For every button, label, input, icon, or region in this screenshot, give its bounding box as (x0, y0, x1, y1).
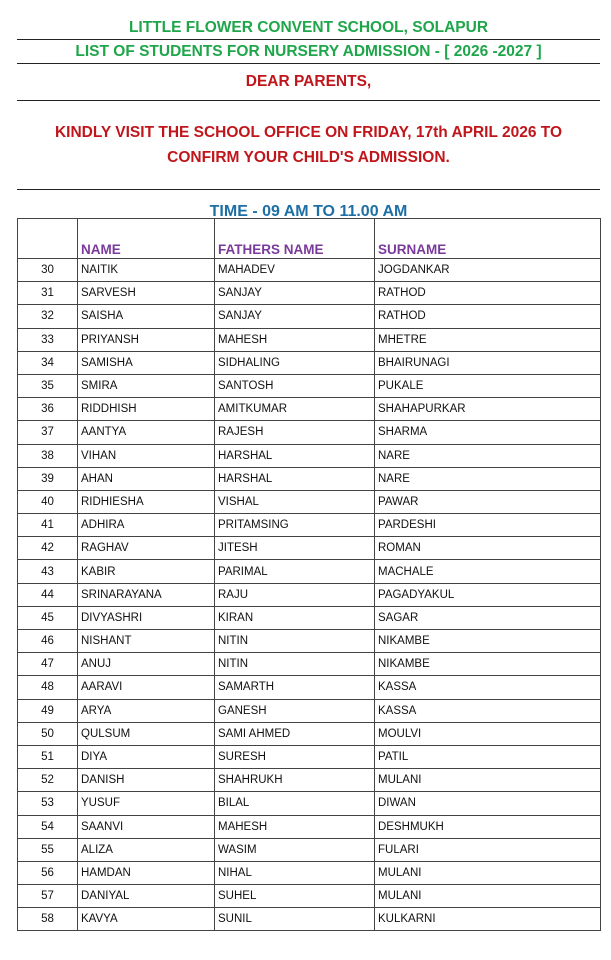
father-name: MAHADEV (215, 259, 375, 282)
table-row (18, 908, 601, 931)
student-name: AHAN (78, 467, 215, 490)
table-row (18, 444, 601, 467)
row-number: 42 (18, 537, 78, 560)
row-number: 32 (18, 305, 78, 328)
surname: SHARMA (375, 421, 601, 444)
father-name: HARSHAL (215, 444, 375, 467)
surname: PAWAR (375, 490, 601, 513)
column-header-fathers-name: FATHERS NAME (215, 219, 375, 259)
table-row (18, 676, 601, 699)
row-number: 43 (18, 560, 78, 583)
student-name: HAMDAN (78, 861, 215, 884)
row-number: 55 (18, 838, 78, 861)
student-name: SARVESH (78, 282, 215, 305)
surname: BHAIRUNAGI (375, 351, 601, 374)
father-name: SANJAY (215, 305, 375, 328)
father-name: HARSHAL (215, 467, 375, 490)
father-name: SANJAY (215, 282, 375, 305)
row-number: 45 (18, 606, 78, 629)
student-name: ANUJ (78, 653, 215, 676)
surname: PUKALE (375, 374, 601, 397)
column-header-name: NAME (78, 219, 215, 259)
row-number: 48 (18, 676, 78, 699)
student-name: NAITIK (78, 259, 215, 282)
student-name: YUSUF (78, 792, 215, 815)
table-row (18, 374, 601, 397)
surname: NARE (375, 444, 601, 467)
student-name: ARYA (78, 699, 215, 722)
row-number: 35 (18, 374, 78, 397)
father-name: SHAHRUKH (215, 769, 375, 792)
table-row (18, 722, 601, 745)
table-row (18, 861, 601, 884)
row-number: 40 (18, 490, 78, 513)
student-name: ADHIRA (78, 514, 215, 537)
school-title: LITTLE FLOWER CONVENT SCHOOL, SOLAPUR (17, 16, 600, 40)
father-name: GANESH (215, 699, 375, 722)
surname: NARE (375, 467, 601, 490)
row-number: 53 (18, 792, 78, 815)
surname: KASSA (375, 676, 601, 699)
father-name: VISHAL (215, 490, 375, 513)
father-name: PRITAMSING (215, 514, 375, 537)
father-name: MAHESH (215, 815, 375, 838)
table-row (18, 815, 601, 838)
father-name: SUHEL (215, 885, 375, 908)
surname: SHAHAPURKAR (375, 398, 601, 421)
father-name: NITIN (215, 630, 375, 653)
student-name: KAVYA (78, 908, 215, 931)
table-row (18, 699, 601, 722)
surname: MHETRE (375, 328, 601, 351)
father-name: PARIMAL (215, 560, 375, 583)
father-name: WASIM (215, 838, 375, 861)
table-row (18, 792, 601, 815)
list-title: LIST OF STUDENTS FOR NURSERY ADMISSION - [ 2026 -2027 ] (17, 40, 600, 64)
row-number: 37 (18, 421, 78, 444)
surname: MULANI (375, 861, 601, 884)
father-name: RAJESH (215, 421, 375, 444)
surname: DIWAN (375, 792, 601, 815)
surname: MULANI (375, 769, 601, 792)
row-number: 58 (18, 908, 78, 931)
table-row (18, 421, 601, 444)
student-name: SRINARAYANA (78, 583, 215, 606)
table-row (18, 351, 601, 374)
father-name: SAMI AHMED (215, 722, 375, 745)
father-name: BILAL (215, 792, 375, 815)
notice-box (17, 101, 600, 190)
surname: PAGADYAKUL (375, 583, 601, 606)
table-row (18, 838, 601, 861)
student-name: DIVYASHRI (78, 606, 215, 629)
table-row (18, 653, 601, 676)
table-row (18, 769, 601, 792)
notice-line-1: KINDLY VISIT THE SCHOOL OFFICE ON FRIDAY, 17th APRIL 2026 TO (54, 124, 563, 141)
father-name: NITIN (215, 653, 375, 676)
row-number: 39 (18, 467, 78, 490)
surname: DESHMUKH (375, 815, 601, 838)
table-row (18, 745, 601, 768)
student-name: RIDDHISH (78, 398, 215, 421)
row-number: 36 (18, 398, 78, 421)
column-header-number (18, 219, 78, 259)
row-number: 49 (18, 699, 78, 722)
table-row (18, 490, 601, 513)
row-number: 47 (18, 653, 78, 676)
surname: MULANI (375, 885, 601, 908)
surname: RATHOD (375, 305, 601, 328)
row-number: 31 (18, 282, 78, 305)
row-number: 30 (18, 259, 78, 282)
table-row (18, 514, 601, 537)
row-number: 54 (18, 815, 78, 838)
row-number: 50 (18, 722, 78, 745)
table-row (18, 560, 601, 583)
table-row (18, 305, 601, 328)
surname: MOULVI (375, 722, 601, 745)
table-row (18, 583, 601, 606)
student-name: ALIZA (78, 838, 215, 861)
student-name: SAMISHA (78, 351, 215, 374)
students-table (17, 218, 601, 931)
row-number: 56 (18, 861, 78, 884)
surname: FULARI (375, 838, 601, 861)
row-number: 51 (18, 745, 78, 768)
surname: KASSA (375, 699, 601, 722)
table-row (18, 467, 601, 490)
surname: PATIL (375, 745, 601, 768)
surname: ROMAN (375, 537, 601, 560)
student-name: SAANVI (78, 815, 215, 838)
column-header-surname: SURNAME (375, 219, 601, 259)
father-name: SUNIL (215, 908, 375, 931)
table-row (18, 885, 601, 908)
surname: RATHOD (375, 282, 601, 305)
table-row (18, 259, 601, 282)
notice-line-2: CONFIRM YOUR CHILD'S ADMISSION. (167, 149, 450, 166)
row-number: 34 (18, 351, 78, 374)
father-name: JITESH (215, 537, 375, 560)
surname: NIKAMBE (375, 653, 601, 676)
student-name: NISHANT (78, 630, 215, 653)
table-row (18, 630, 601, 653)
row-number: 44 (18, 583, 78, 606)
student-name: DANISH (78, 769, 215, 792)
father-name: SURESH (215, 745, 375, 768)
student-name: KABIR (78, 560, 215, 583)
student-name: QULSUM (78, 722, 215, 745)
row-number: 52 (18, 769, 78, 792)
student-name: SMIRA (78, 374, 215, 397)
student-name: VIHAN (78, 444, 215, 467)
table-row (18, 537, 601, 560)
father-name: NIHAL (215, 861, 375, 884)
row-number: 57 (18, 885, 78, 908)
table-header-row (18, 219, 601, 259)
row-number: 38 (18, 444, 78, 467)
father-name: SANTOSH (215, 374, 375, 397)
student-name: PRIYANSH (78, 328, 215, 351)
student-name: DIYA (78, 745, 215, 768)
father-name: KIRAN (215, 606, 375, 629)
time-info: TIME - 09 AM TO 11.00 AM (209, 203, 408, 220)
student-name: RIDHIESHA (78, 490, 215, 513)
table-row (18, 282, 601, 305)
student-name: AARAVI (78, 676, 215, 699)
table-row (18, 398, 601, 421)
row-number: 33 (18, 328, 78, 351)
surname: NIKAMBE (375, 630, 601, 653)
surname: PARDESHI (375, 514, 601, 537)
student-name: AANTYA (78, 421, 215, 444)
row-number: 41 (18, 514, 78, 537)
father-name: AMITKUMAR (215, 398, 375, 421)
surname: KULKARNI (375, 908, 601, 931)
greeting: DEAR PARENTS, (17, 64, 600, 101)
student-name: DANIYAL (78, 885, 215, 908)
table-row (18, 606, 601, 629)
student-name: RAGHAV (78, 537, 215, 560)
row-number: 46 (18, 630, 78, 653)
surname: MACHALE (375, 560, 601, 583)
table-row (18, 328, 601, 351)
father-name: RAJU (215, 583, 375, 606)
father-name: SIDHALING (215, 351, 375, 374)
student-name: SAISHA (78, 305, 215, 328)
father-name: MAHESH (215, 328, 375, 351)
surname: JOGDANKAR (375, 259, 601, 282)
students-table-body (18, 259, 601, 931)
father-name: SAMARTH (215, 676, 375, 699)
notice-header (17, 16, 600, 230)
surname: SAGAR (375, 606, 601, 629)
